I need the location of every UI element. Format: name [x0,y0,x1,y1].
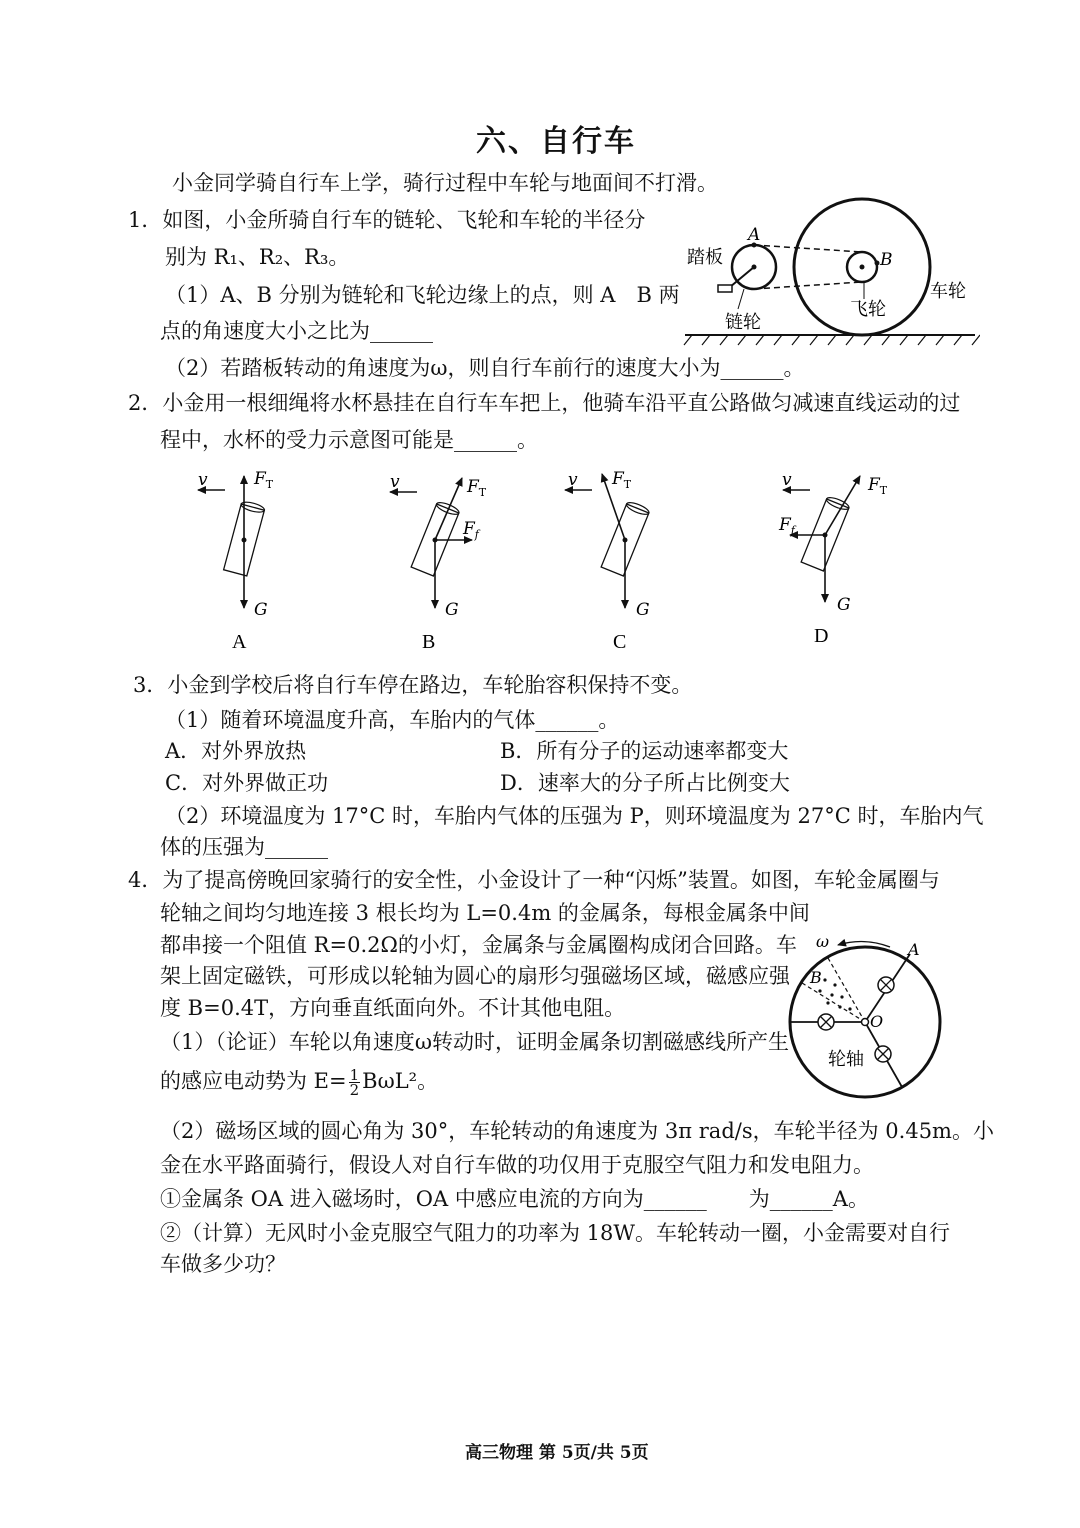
flashing-wheel-figure [780,925,950,1100]
q1-line1: 1．如图，小金所骑自行车的链轮、飞轮和车轮的半径分 [128,208,646,232]
svg-text:Ff: $F_f$ [779,515,795,537]
q4-line3: 都串接一个阻值 R=0.2Ω的小灯，金属条与金属圈构成闭合回路。车 [160,933,797,957]
q4-sub2-line2: 车做多少功？ [160,1252,286,1276]
q3-option-a: A．对外界放热 [165,739,307,763]
pedal-label: 踏板 [687,247,723,268]
option-c-label: C [613,631,627,653]
q2-line1: 2．小金用一根细绳将水杯悬挂在自行车车把上，他骑车沿平直公路做匀减速直线运动的过 [128,391,961,415]
q4-part2-line1: （2）磁场区域的圆心角为 30°，车轮转动的角速度为 3π rad/s，车轮半径为 0.45m。小 [160,1119,994,1143]
q3-part2-line1: （2）环境温度为 17°C 时，车胎内气体的压强为 P，则环境温度为 27°C 时，车胎内气 [165,804,984,828]
chainring-label: 链轮 [725,312,761,333]
q3-line1: 3．小金到学校后将自行车停在路边，车轮胎容积保持不变。 [133,673,693,697]
omega-label: ω [816,932,830,951]
svg-text:FT: $F_T$ [467,477,487,499]
svg-text:G: G [445,600,459,620]
force-diagrams [170,460,910,655]
svg-text:v: v [390,472,400,492]
q4-line5: 度 B=0.4T，方向垂直纸面向外。不计其他电阻。 [160,996,626,1020]
force-diagram-c [565,469,650,653]
option-d-label: D [814,625,829,647]
svg-text:FT: $F_T$ [612,469,632,491]
pedal-icon [718,285,732,292]
point-a-label: A [908,940,920,959]
q4-part2-line2: 金在水平路面骑行，假设人对自行车做的功仅用于克服空气阻力和发电阻力。 [160,1153,874,1177]
axle-label: 轮轴 [828,1049,864,1070]
q4-line2: 轮轴之间均匀地连接 3 根长均为 L=0.4m 的金属条，每根金属条中间 [160,901,810,925]
q4-sub1: ①金属条 OA 进入磁场时，OA 中感应电流的方向为______ 为______A。 [160,1187,869,1211]
flywheel-label: 飞轮 [850,299,886,320]
intro-text: 小金同学骑自行车上学，骑行过程中车轮与地面间不打滑。 [172,171,718,195]
svg-text:Ff: $F_f$ [463,519,479,541]
wheel-label: 车轮 [930,281,966,302]
svg-text:FT: $F_T$ [254,469,274,491]
svg-text:G: G [636,600,650,620]
fraction [349,1068,361,1097]
force-diagram-a [198,469,274,653]
page-footer: 高三物理 第 5页/共 5页 [465,1443,649,1463]
q3-option-c: C．对外界做正功 [165,771,329,795]
lamp-icon [875,1046,891,1062]
point-o-label: O [870,1012,884,1031]
bicycle-transmission-figure [680,195,980,355]
force-diagram-b [390,472,487,653]
fraction-denominator: 2 [349,1081,360,1099]
svg-text:FT: $F_T$ [868,475,888,497]
formula-prefix: 的感应电动势为 E= [160,1069,347,1093]
svg-text:v: v [782,470,792,490]
q4-line1: 4．为了提高傍晚回家骑行的安全性，小金设计了一种“闪烁”装置。如图，车轮金属圈与 [128,868,940,892]
point-a-label: A [748,225,761,245]
svg-text:v: v [568,470,578,490]
svg-text:G: G [254,600,268,620]
fraction-numerator: 1 [349,1066,360,1084]
point-b-label: B [810,968,822,987]
axle-point [862,1019,869,1026]
q4-sub2-line1: ②（计算）无风时小金克服空气阻力的功率为 18W。车轮转动一圈，小金需要对自行 [160,1221,950,1245]
lamp-icon [878,977,894,993]
q3-option-b: B．所有分子的运动速率都变大 [500,739,789,763]
q1-part1-line1: （1）A、B 分别为链轮和飞轮边缘上的点，则 A B 两 [165,283,680,307]
q3-part1: （1）随着环境温度升高，车胎内的气体______。 [165,708,620,732]
q4-line4: 架上固定磁铁，可形成以轮轴为圆心的扇形匀强磁场区域，磁感应强 [160,964,790,988]
q2-line2: 程中，水杯的受力示意图可能是______。 [160,428,538,452]
option-a-label: A [232,631,247,653]
q1-part1-line2: 点的角速度大小之比为______ [160,319,433,343]
q1-part2: （2）若踏板转动的角速度为ω，则自行车前行的速度大小为______。 [165,356,805,380]
force-diagram-d [778,470,888,647]
q3-part2-line2: 体的压强为______ [160,835,328,859]
formula-suffix: BωL²。 [362,1069,439,1093]
lamp-icon [818,1014,834,1030]
q4-part1-line2 [160,1068,438,1097]
svg-text:v: v [198,470,208,490]
q3-option-d: D．速率大的分子所占比例变大 [500,771,790,795]
section-title: 六、自行车 [476,124,636,159]
q4-part1-line1: （1）（论证）车轮以角速度ω转动时，证明金属条切割磁感线所产生 [160,1030,789,1054]
q1-line2: 别为 R₁、R₂、R₃。 [165,245,350,269]
option-b-label: B [422,631,436,653]
point-b-label: B [880,250,893,270]
svg-text:G: G [837,595,851,615]
